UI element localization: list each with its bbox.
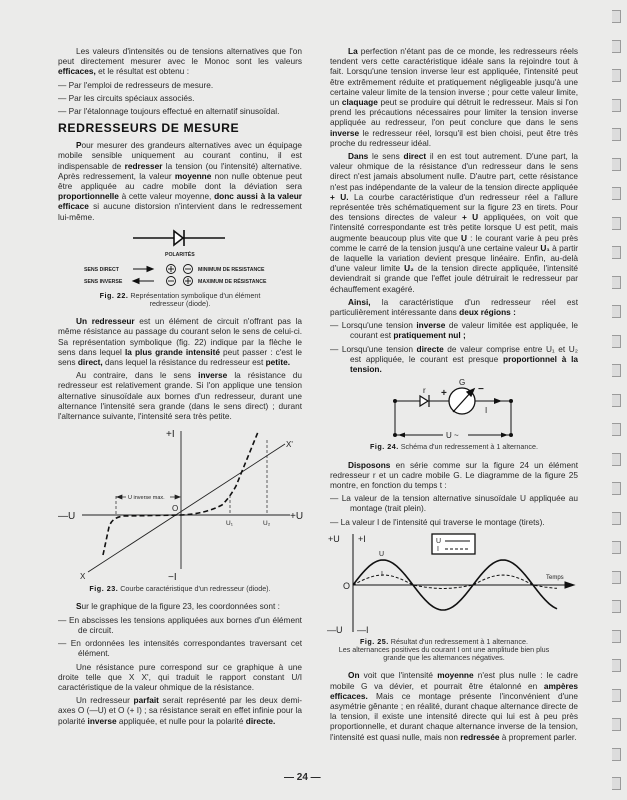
- bold-text-run: inverse: [416, 320, 446, 331]
- intro-item: [58, 93, 302, 103]
- fig24-caption: [330, 443, 578, 451]
- binding-hole: [612, 10, 621, 23]
- binding-hole: [612, 69, 621, 82]
- fig22-caption-number: Fig. 22.: [99, 290, 129, 300]
- fig25-caption-text: Résultat d'un redressement à 1 alternance.: [390, 636, 528, 646]
- fig22-caption-text: Représentation symbolique d'un élément redresseur (diode).: [130, 290, 261, 309]
- text-run: Un redresseur: [76, 695, 134, 706]
- bold-text-run: U₂: [404, 263, 414, 274]
- list-item: [330, 320, 578, 340]
- text-run: — La valeur de la tension alternative sinusoïdale U appliquée au montage (trait plein).: [330, 493, 578, 514]
- bold-text-run: claquage: [341, 97, 378, 108]
- binding-hole: [612, 128, 621, 141]
- intro-item: [58, 80, 302, 90]
- fig23-caption: [58, 585, 302, 593]
- fig25-artwork: [325, 530, 580, 636]
- text-run: est un élément de circuit n'offrant pas la même résistance au passage du courant selon le sens de celui-ci. Sa représentation symbolique (fig. 22) indique par la flèche le sens dans lequel: [58, 316, 302, 357]
- fig22-arrows: [133, 266, 154, 283]
- text-run: appliquée, et nulle pour la polarité: [116, 715, 246, 726]
- bold-text-run: directe.: [245, 715, 276, 726]
- text-run: dans lequel la résistance du redresseur est: [102, 357, 266, 368]
- text-run: n'est plus nulle : le cadre mobile G va dévier, et pourrait être étalonné en: [330, 670, 578, 691]
- fig25-caption-note: Les alternances positives du courant I ont une amplitude bien plus grande que les alternances négatives.: [338, 644, 550, 663]
- bold-text-run: On: [348, 670, 360, 681]
- bold-text-run: parfait: [133, 695, 159, 706]
- bold-text-run: deux régions :: [459, 307, 516, 318]
- paragraph: [58, 601, 302, 611]
- fig22-polarity-icons: [167, 264, 193, 285]
- binding-hole: [612, 512, 621, 525]
- list-item: [58, 638, 302, 658]
- bold-text-run: proportionnelle: [58, 191, 119, 202]
- fig24-caption-number: Fig. 24.: [370, 442, 399, 452]
- paragraph: [58, 662, 302, 693]
- fig22-artwork: [55, 226, 305, 290]
- bold-text-run: donc aussi à la valeur efficace: [58, 191, 302, 212]
- text-run: — Par l'emploi de redresseurs de mesure.: [58, 79, 214, 90]
- intro-item: [58, 106, 302, 116]
- text-run: la tension (ou l'intensité) alternative. Après redressement, la valeur: [58, 160, 302, 181]
- text-run: Au contraire, dans le sens: [76, 370, 199, 381]
- text-run: le redresseur réel, lorsqu'il est bien choisi, peut être très proche du redresseur idéal.: [330, 127, 578, 148]
- fig23-origin: O: [172, 504, 179, 514]
- fig25-caption-number: Fig. 25.: [360, 636, 389, 646]
- binding-hole: [612, 482, 621, 495]
- fig22-sens-inverse: SENS INVERSE: [84, 278, 123, 285]
- text-run: à partir de laquelle la variation devient presque linéaire. Enfin, au-delà d'une valeur limite: [330, 242, 578, 274]
- text-run: our mesurer des grandeurs alternatives avec un équipage mobile sensible uniquement au courant continu, il est indispensable de: [58, 140, 302, 171]
- binding-hole: [612, 600, 621, 613]
- left-column: [58, 46, 302, 729]
- text-run: si aucune distorsion n'intervient dans le redressement lui-même.: [58, 201, 302, 222]
- bold-text-run: direct: [403, 151, 427, 162]
- bold-text-run: proportionnel à la tension.: [350, 353, 578, 375]
- text-run: — En abscisses les tensions appliquées aux bornes d'un élément de circuit.: [58, 614, 302, 635]
- binding-hole: [612, 571, 621, 584]
- text-run: — Par l'étalonnage toujours effectué en alternatif sinusoïdal.: [58, 106, 280, 117]
- section-heading: REDRESSEURS DE MESURE: [58, 121, 240, 136]
- fig25-plus-i: +I: [358, 533, 366, 544]
- fig24-artwork: [385, 377, 520, 441]
- bold-text-run: Un redresseur: [76, 316, 135, 327]
- binding-hole: [612, 453, 621, 466]
- text-run: Les valeurs d'intensités ou de tensions alternatives que l'on peut directement mesurer avec le Monoc sont les valeurs: [58, 46, 302, 67]
- fig24-i-label: I: [485, 406, 488, 416]
- bold-text-run: S: [76, 601, 82, 612]
- bold-text-run: inverse: [330, 127, 360, 138]
- bold-text-run: U: [461, 232, 468, 243]
- fig24-caption-text: Schéma d'un redressement à 1 alternance.: [400, 442, 538, 452]
- fig25-temps-label: Temps: [546, 574, 564, 581]
- bold-text-run: Dans: [348, 151, 369, 162]
- bold-text-run: petite.: [265, 357, 290, 368]
- fig25-plus-u: +U: [328, 533, 340, 544]
- fig23-axes: [82, 431, 290, 572]
- text-run: il en est tout autrement. D'une part, la valeur ohmique de la résistance d'un redresseur dans le sens direct n'est jamais absolument nulle. D'autre part, cette résistance n'est pas indépendante de la valeur de la tension directe appliquée: [330, 151, 579, 192]
- fig23-u-inverse-label: U inverse max.: [128, 495, 165, 502]
- text-run: voit que l'intensité: [359, 670, 438, 681]
- fig22-polarites-label: POLARITÉS: [165, 251, 195, 258]
- paragraph: [58, 695, 302, 726]
- bold-text-run: Ainsi,: [348, 296, 371, 307]
- text-run: de la tension directe appliquée, l'intensité deviendrait si grande que l'effet joule détruirait le redresseur par échauffement exagéré.: [330, 263, 579, 294]
- fig24-r-label: r: [423, 386, 426, 396]
- binding-hole: [612, 276, 621, 289]
- bold-text-run: La: [348, 46, 358, 56]
- fig25-caption: [330, 638, 578, 663]
- text-run: à cette valeur moyenne,: [118, 191, 215, 202]
- fig23-caption-text: Courbe caractéristique d'un redresseur (diode).: [120, 584, 271, 594]
- fig25-minus-u: —U: [327, 624, 343, 635]
- binding-hole: [612, 777, 621, 790]
- paragraph: [330, 46, 578, 148]
- text-run: en série comme sur la figure 24 un élément redresseur r et un cadre mobile G. Le diagramme de la figure 25 montre, en fonction du temps t :: [330, 459, 578, 490]
- text-run: de valeur comprise entre U₁ et U₂ est appliquée, le courant est presque: [350, 343, 578, 364]
- text-run: peut se produire qui détruit le redresseur. Mais si l'on prend les précautions nécessaires pour limiter la tension inverse appliquée au redresseur, l'on peut conclure que dans le sens: [330, 97, 578, 128]
- fig25-legend-u: U: [436, 537, 442, 545]
- list-item: [330, 344, 578, 375]
- paragraph: [58, 316, 302, 367]
- list-item: [58, 615, 302, 635]
- intro-paragraph: [58, 46, 302, 77]
- text-run: — Lorsqu'une tension: [330, 343, 417, 354]
- fig23-u2-label: U₂: [263, 520, 271, 528]
- fig22-caption: [58, 292, 302, 308]
- text-run: Mais ce montage présente l'inconvénient d'une asymétrie gênante ; en réalité, durant chaque alternance directe de la tension, il existe une intensité directe qui lui est à peu près proportionnelle, et durant chaque alternance inverse de la tension, l'intensité est quasi nulle, mais non: [330, 690, 578, 742]
- text-run: ur le graphique de la figure 23, les coordonnées sont :: [81, 601, 280, 612]
- text-run: serait représenté par les deux demi-axes O (—U) et O (+ I) ; sa résistance serait en effet infinie pour la polarité: [58, 695, 303, 726]
- text-run: appliquées, on voit que l'intensité correspondante est très petite lorsque U est petit, mais augmente beaucoup plus vite que: [330, 212, 578, 243]
- bold-text-run: + U.: [330, 191, 349, 202]
- text-run: peut passer : c'est le sens: [58, 346, 303, 368]
- bold-text-run: inverse: [87, 715, 117, 726]
- paragraph: [58, 370, 302, 421]
- text-run: non nulle obtenue peut être appliquée au cadre mobile dont la déviation sera: [58, 170, 302, 192]
- bold-text-run: direct,: [77, 357, 103, 368]
- fig24-u-label: U ~: [446, 431, 459, 441]
- text-run: : le courant varie à peu près comme le carré de la tension jusqu'à une certaine valeur: [330, 232, 578, 253]
- paragraph: [330, 670, 578, 741]
- text-run: — En ordonnées les intensités correspondantes traversant cet élément.: [58, 638, 302, 659]
- binding-hole: [612, 630, 621, 643]
- fig25-minus-i: —I: [357, 624, 369, 635]
- fig24-plus-label: +: [441, 388, 447, 400]
- list-item: [330, 517, 578, 527]
- fig23-plus-i: +I: [166, 429, 175, 441]
- bold-text-run: ampères efficaces.: [330, 680, 578, 701]
- binding-hole: [612, 335, 621, 348]
- binding-hole: [612, 748, 621, 761]
- binding-hole: [612, 541, 621, 554]
- fig25-origin: O: [343, 580, 351, 591]
- binding-hole: [612, 394, 621, 407]
- binding-hole: [612, 718, 621, 731]
- fig23-minus-u: —U: [58, 511, 76, 523]
- paragraph: [330, 151, 578, 294]
- bold-text-run: directe: [416, 343, 444, 354]
- paragraph: [58, 140, 302, 222]
- fig22-diode-symbol: [133, 230, 225, 246]
- binding-hole: [612, 187, 621, 200]
- binding-hole: [612, 99, 621, 112]
- fig23-u1-label: U₁: [226, 520, 233, 528]
- bold-text-run: moyenne: [437, 670, 474, 681]
- binding-hole: [612, 423, 621, 436]
- bold-text-run: la plus grande intensité: [124, 346, 220, 357]
- fig22-sens-direct: SENS DIRECT: [84, 266, 119, 273]
- bold-text-run: pratiquement nul ;: [393, 330, 466, 341]
- bold-text-run: Disposons: [348, 459, 391, 470]
- fig23-x-prime-label: X': [286, 440, 293, 450]
- bold-text-run: + U: [461, 212, 479, 223]
- binding-hole: [612, 689, 621, 702]
- fig24-diode-icon: [420, 395, 429, 407]
- binding-hole: [612, 364, 621, 377]
- fig25-u-label: U: [379, 550, 385, 558]
- right-column: [327, 46, 579, 745]
- binding-hole: [612, 659, 621, 672]
- text-run: la résistance du redresseur est relativement grande. Si l'on applique une tension alternative sinusoïdale aux bornes d'un redresseur, durant une alternance l'intensité sera grande (dans le sens direct) ; durant l'alternance suivante, l'intensité sera très petite.: [58, 370, 303, 422]
- bold-text-run: P: [76, 140, 82, 151]
- bold-text-run: redresser: [124, 160, 163, 171]
- fig23-artwork: [55, 425, 310, 583]
- fig23-minus-i: −I: [168, 572, 177, 584]
- bold-text-run: moyenne: [174, 170, 212, 181]
- fig23-guides: [116, 440, 267, 515]
- text-run: La courbe caractéristique d'un redresseur réel a l'allure représentée très schématiquement sur la figure 23 en tirets. Pour des tensions directes de valeur: [330, 191, 578, 223]
- text-run: la caractéristique d'un redresseur réel est particulièrement intéressante dans: [330, 296, 578, 318]
- fig23-x-label: X: [80, 572, 86, 582]
- text-run: le sens: [368, 151, 404, 162]
- bold-text-run: efficaces,: [58, 66, 96, 77]
- binding-hole: [612, 246, 621, 259]
- binding-hole: [612, 40, 621, 53]
- list-item: [330, 493, 578, 513]
- page-number: — 24 —: [284, 772, 321, 783]
- text-run: — Lorsqu'une tension: [330, 320, 417, 331]
- bold-text-run: inverse: [198, 370, 228, 381]
- binding-hole: [612, 217, 621, 230]
- text-run: et le résultat est obtenu :: [95, 66, 189, 77]
- binding-hole: [612, 305, 621, 318]
- text-run: Une résistance pure correspond sur ce graphique à une droite telle que X X', qui traduit le rapport constant U/I caractéristique de la valeur ohmique de la résistance.: [58, 661, 302, 692]
- paragraph: [330, 297, 578, 317]
- bold-text-run: redressée: [460, 731, 500, 742]
- text-run: — La valeur I de l'intensité qui traverse le montage (tirets).: [330, 516, 545, 527]
- fig22-max-resistance: MAXIMUM DE RÉSISTANCE: [198, 278, 267, 285]
- fig24-g-label: G: [459, 378, 466, 388]
- fig24-galvanometer-icon: [449, 388, 475, 414]
- fig25-legend-i: I: [437, 545, 439, 553]
- fig24-minus-label: −: [478, 384, 484, 396]
- fig23-caption-number: Fig. 23.: [89, 584, 119, 594]
- fig25-i-label: I: [381, 570, 383, 578]
- text-run: à proprement parler.: [499, 731, 577, 742]
- text-run: de valeur limitée est appliquée, le courant est: [350, 320, 579, 341]
- fig23-plus-u: +U: [290, 511, 304, 523]
- text-run: perfection n'étant pas de ce monde, les redresseurs réels tendent vers cette caractéristique idéale sans la rejoindre tout à fait. Lorsqu'une tension inverse leur est appliquée, l'intensité peut être extrêmement réduite et pratiquement négligeable jusqu'à une certaine valeur limite de la tension inverse ; pour cette valeur limite, un: [330, 46, 578, 108]
- paragraph: [330, 460, 578, 491]
- text-run: — Par les circuits spéciaux associés.: [58, 92, 195, 103]
- bold-text-run: U₁: [540, 242, 550, 253]
- fig22-min-resistance: MINIMUM DE RESISTANCE: [198, 266, 265, 273]
- binding-hole: [612, 158, 621, 171]
